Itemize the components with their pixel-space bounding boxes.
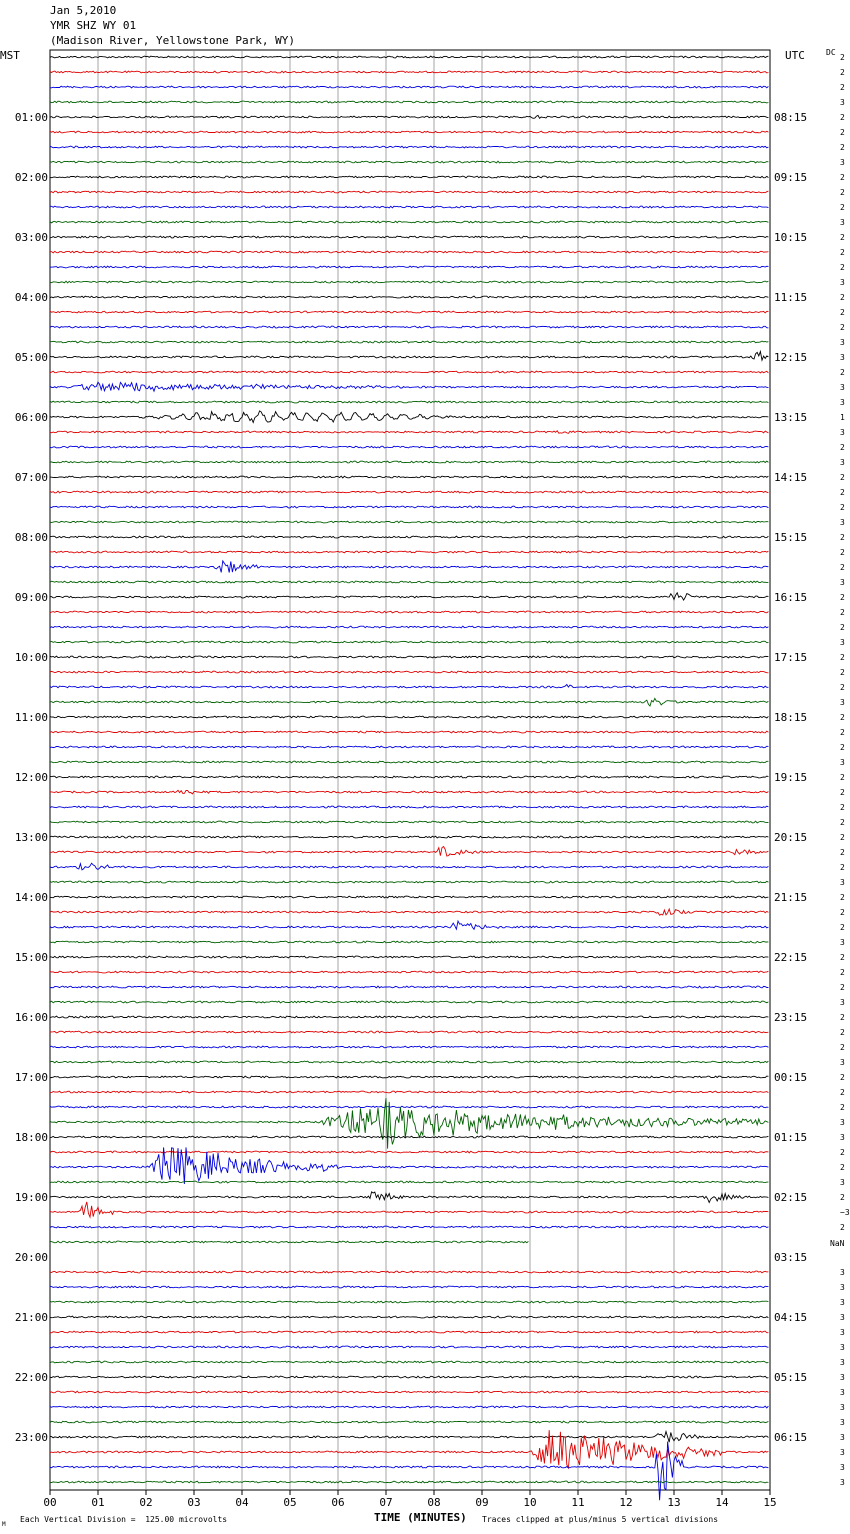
dc-offset-label: 2 <box>840 1013 845 1022</box>
seismic-trace <box>50 446 768 448</box>
seismic-trace <box>50 1271 768 1273</box>
seismic-trace <box>50 266 768 268</box>
dc-offset-label: 3 <box>840 638 845 647</box>
seismic-trace <box>50 776 768 778</box>
seismic-trace <box>50 206 768 208</box>
x-tick-label: 00 <box>43 1496 57 1509</box>
dc-offset-label: 2 <box>840 908 845 917</box>
dc-offset-label: 3 <box>840 98 845 107</box>
x-tick-label: 15 <box>763 1496 777 1509</box>
seismic-trace <box>50 1241 528 1243</box>
left-hour-label: 22:00 <box>14 1371 48 1384</box>
dc-offset-label: 3 <box>840 1403 845 1412</box>
dc-offset-label: 2 <box>840 143 845 152</box>
seismic-trace <box>50 909 768 915</box>
x-tick-label: 12 <box>619 1496 633 1509</box>
dc-offset-label: 2 <box>840 608 845 617</box>
dc-offset-label: 2 <box>840 53 845 62</box>
right-hour-label: 14:15 <box>774 471 808 484</box>
seismic-trace <box>50 1376 768 1378</box>
seismic-trace <box>50 1151 768 1153</box>
dc-offset-label: 2 <box>840 728 845 737</box>
seismic-trace <box>50 311 768 313</box>
dc-offset-label: 2 <box>840 173 845 182</box>
seismic-trace <box>50 176 768 178</box>
seismic-trace <box>50 146 768 148</box>
x-tick-label: 11 <box>571 1496 585 1509</box>
dc-offset-label: 3 <box>840 1448 845 1457</box>
dc-offset-label: 2 <box>840 1028 845 1037</box>
left-hour-label: 06:00 <box>14 411 48 424</box>
date-title: Jan 5,2010 <box>50 4 117 17</box>
dc-offset-label: 2 <box>840 563 845 572</box>
right-hour-label: 10:15 <box>774 231 808 244</box>
seismic-trace <box>50 1136 768 1138</box>
dc-offset-label: 3 <box>840 158 845 167</box>
seismic-trace <box>50 341 768 343</box>
dc-offset-label: 2 <box>840 833 845 842</box>
seismic-trace <box>50 1316 768 1318</box>
seismic-trace <box>50 1421 768 1423</box>
seismic-trace <box>50 896 768 898</box>
seismic-trace <box>50 1432 768 1443</box>
dc-offset-label: 2 <box>840 113 845 122</box>
x-tick-label: 14 <box>715 1496 729 1509</box>
dc-offset-label: 2 <box>840 983 845 992</box>
seismic-trace <box>50 1181 768 1183</box>
dc-offset-label: 3 <box>840 1268 845 1277</box>
seismic-trace <box>50 761 768 763</box>
dc-offset-label: 3 <box>840 278 845 287</box>
dc-offset-label: 2 <box>840 368 845 377</box>
right-hour-label: 19:15 <box>774 771 808 784</box>
seismic-trace <box>50 1031 768 1033</box>
seismic-trace <box>50 941 768 943</box>
seismic-trace <box>50 1098 768 1149</box>
dc-offset-label: 3 <box>840 1388 845 1397</box>
dc-offset-label: 3 <box>840 1313 845 1322</box>
seismic-trace <box>50 1091 768 1093</box>
dc-offset-label: 2 <box>840 1103 845 1112</box>
dc-offset-label: 2 <box>840 773 845 782</box>
seismic-trace <box>50 746 768 748</box>
left-hour-label: 11:00 <box>14 711 48 724</box>
right-hour-label: 16:15 <box>774 591 808 604</box>
x-tick-label: 10 <box>523 1496 537 1509</box>
seismic-trace <box>50 1301 768 1303</box>
seismic-trace <box>50 161 768 163</box>
x-tick-label: 04 <box>235 1496 249 1509</box>
seismic-trace <box>50 221 768 223</box>
x-tick-label: 07 <box>379 1496 393 1509</box>
left-hour-label: 05:00 <box>14 351 48 364</box>
x-tick-label: 06 <box>331 1496 345 1509</box>
right-hour-label: 12:15 <box>774 351 808 364</box>
seismic-trace <box>50 1430 768 1468</box>
dc-offset-label: 2 <box>840 263 845 272</box>
x-tick-label: 08 <box>427 1496 441 1509</box>
dc-offset-label: 2 <box>840 83 845 92</box>
dc-offset-label: 3 <box>840 1373 845 1382</box>
dc-offset-label: 2 <box>840 713 845 722</box>
dc-offset-label: 3 <box>840 338 845 347</box>
x-tick-label: 02 <box>139 1496 153 1509</box>
left-hour-label: 13:00 <box>14 831 48 844</box>
dc-offset-label: 2 <box>840 818 845 827</box>
seismic-trace <box>50 1442 768 1501</box>
dc-offset-label: 2 <box>840 653 845 662</box>
dc-offset-label: 2 <box>840 743 845 752</box>
dc-offset-label: 3 <box>840 1418 845 1427</box>
dc-offset-label: 2 <box>840 188 845 197</box>
seismic-trace <box>50 1016 768 1018</box>
seismic-trace <box>50 986 768 988</box>
right-hour-label: 21:15 <box>774 891 808 904</box>
dc-offset-label: 2 <box>840 1163 845 1172</box>
dc-offset-label: 2 <box>840 293 845 302</box>
station-title: YMR SHZ WY 01 <box>50 19 137 32</box>
clip-note: Traces clipped at plus/minus 5 vertical divisions <box>482 1515 719 1524</box>
left-hour-label: 21:00 <box>14 1311 48 1324</box>
right-hour-label: 17:15 <box>774 651 808 664</box>
dc-offset-label: 3 <box>840 578 845 587</box>
seismic-trace <box>50 506 768 508</box>
seismic-trace <box>50 411 768 423</box>
right-hour-label: 23:15 <box>774 1011 808 1024</box>
dc-offset-label: 2 <box>840 1223 845 1232</box>
seismic-trace <box>50 611 768 613</box>
seismic-trace <box>50 671 768 673</box>
left-timezone-label: MST <box>0 49 20 62</box>
dc-offset-label: 2 <box>840 953 845 962</box>
right-hour-label: 05:15 <box>774 1371 808 1384</box>
seismic-trace <box>50 881 768 883</box>
seismic-trace <box>50 71 768 73</box>
dc-offset-label: 2 <box>840 668 845 677</box>
seismic-trace <box>50 593 768 600</box>
right-hour-label: 18:15 <box>774 711 808 724</box>
seismic-trace <box>50 1286 768 1288</box>
dc-offset-label: 2 <box>840 323 845 332</box>
dc-offset-label: 2 <box>840 788 845 797</box>
dc-offset-label: 1 <box>840 413 845 422</box>
dc-offset-label: 3 <box>840 998 845 1007</box>
right-hour-label: 01:15 <box>774 1131 808 1144</box>
x-tick-label: 13 <box>667 1496 681 1509</box>
nan-label: NaN <box>830 1239 845 1248</box>
dc-offset-label: 2 <box>840 473 845 482</box>
corner-mark: M <box>2 1521 6 1528</box>
dc-offset-label: 3 <box>840 1328 845 1337</box>
seismic-trace <box>50 1391 768 1393</box>
x-tick-label: 09 <box>475 1496 489 1509</box>
dc-offset-label: 3 <box>840 758 845 767</box>
dc-offset-label: 3 <box>840 428 845 437</box>
dc-offset-label: 3 <box>840 1433 845 1442</box>
right-hour-label: 04:15 <box>774 1311 808 1324</box>
right-hour-label: 02:15 <box>774 1191 808 1204</box>
seismic-trace <box>50 581 768 583</box>
left-hour-label: 14:00 <box>14 891 48 904</box>
seismic-trace <box>50 326 768 328</box>
dc-offset-label: 2 <box>840 533 845 542</box>
dc-offset-label: 2 <box>840 443 845 452</box>
seismic-trace <box>50 371 768 373</box>
dc-offset-label: 2 <box>840 503 845 512</box>
seismic-trace <box>50 1076 768 1078</box>
dc-offset-label: 2 <box>840 68 845 77</box>
left-hour-label: 07:00 <box>14 471 48 484</box>
dc-offset-label: 2 <box>840 863 845 872</box>
seismic-trace <box>50 191 768 193</box>
dc-offset-label: 3 <box>840 1343 845 1352</box>
seismic-trace <box>50 1346 768 1348</box>
dc-offset-label: 2 <box>840 683 845 692</box>
seismic-trace <box>50 641 768 643</box>
dc-offset-label: 3 <box>840 1133 845 1142</box>
seismic-trace <box>50 1406 768 1408</box>
dc-offset-label: 3 <box>840 458 845 467</box>
dc-offset-label: 2 <box>840 233 845 242</box>
seismic-trace <box>50 401 768 403</box>
seismic-trace <box>50 921 768 929</box>
dc-offset-label: 2 <box>840 548 845 557</box>
seismic-trace <box>50 863 768 870</box>
dc-offset-label: 3 <box>840 1463 845 1472</box>
right-hour-label: 20:15 <box>774 831 808 844</box>
right-hour-label: 11:15 <box>774 291 808 304</box>
dc-offset-label: 2 <box>840 803 845 812</box>
seismic-trace <box>50 731 768 733</box>
left-hour-label: 17:00 <box>14 1071 48 1084</box>
seismic-trace <box>50 656 768 658</box>
seismic-trace <box>50 86 768 88</box>
dc-offset-label: 3 <box>840 1358 845 1367</box>
seismic-trace <box>50 101 768 103</box>
dc-offset-label: 3 <box>840 1478 845 1487</box>
seismic-trace <box>50 551 768 553</box>
dc-offset-label: 3 <box>840 398 845 407</box>
dc-offset-label: 2 <box>840 1088 845 1097</box>
dc-offset-label: 2 <box>840 308 845 317</box>
seismic-trace <box>50 1147 768 1184</box>
seismic-trace <box>50 431 768 434</box>
right-hour-label: 00:15 <box>774 1071 808 1084</box>
dc-label: DC <box>826 48 836 57</box>
seismic-trace <box>50 476 768 478</box>
seismic-trace <box>50 1361 768 1363</box>
dc-offset-label: 2 <box>840 848 845 857</box>
left-hour-label: 15:00 <box>14 951 48 964</box>
dc-offset-label: 2 <box>840 1073 845 1082</box>
dc-offset-label: 3 <box>840 1283 845 1292</box>
seismic-trace <box>50 1226 768 1228</box>
seismic-trace <box>50 281 768 283</box>
seismic-trace <box>50 821 768 823</box>
left-hour-label: 12:00 <box>14 771 48 784</box>
right-hour-label: 09:15 <box>774 171 808 184</box>
left-hour-label: 10:00 <box>14 651 48 664</box>
seismic-trace <box>50 685 768 688</box>
dc-offset-label: 2 <box>840 893 845 902</box>
location-title: (Madison River, Yellowstone Park, WY) <box>50 34 296 47</box>
seismic-trace <box>50 1061 768 1063</box>
left-hour-label: 23:00 <box>14 1431 48 1444</box>
right-hour-label: 15:15 <box>774 531 808 544</box>
x-tick-label: 03 <box>187 1496 201 1509</box>
dc-offset-label: 3 <box>840 698 845 707</box>
right-hour-label: 13:15 <box>774 411 808 424</box>
right-hour-label: 22:15 <box>774 951 808 964</box>
x-axis-title: TIME (MINUTES) <box>374 1511 467 1524</box>
seismic-trace <box>50 251 768 253</box>
seismic-trace <box>50 698 768 706</box>
dc-offset-label: 2 <box>840 623 845 632</box>
dc-offset-label: 3 <box>840 1298 845 1307</box>
dc-offset-label: 3 <box>840 353 845 362</box>
seismic-trace <box>50 1331 768 1333</box>
seismic-trace <box>50 236 768 238</box>
dc-offset-label: 2 <box>840 488 845 497</box>
left-hour-label: 09:00 <box>14 591 48 604</box>
seismic-trace <box>50 352 768 361</box>
seismic-trace <box>50 561 768 573</box>
dc-offset-label: 2 <box>840 248 845 257</box>
dc-offset-label: 2 <box>840 593 845 602</box>
seismic-trace <box>50 1001 768 1003</box>
left-hour-label: 02:00 <box>14 171 48 184</box>
left-hour-label: 20:00 <box>14 1251 48 1264</box>
seismic-trace <box>50 836 768 838</box>
seismic-trace <box>50 56 768 58</box>
seismic-trace <box>50 1192 768 1203</box>
dc-offset-label: 3 <box>840 383 845 392</box>
seismic-trace <box>50 536 768 538</box>
seismic-trace <box>50 491 768 493</box>
seismic-trace <box>50 847 768 857</box>
dc-offset-label: 2 <box>840 128 845 137</box>
left-hour-label: 04:00 <box>14 291 48 304</box>
scale-note: Each Vertical Division = 125.00 microvolts <box>20 1515 228 1524</box>
seismic-trace <box>50 971 768 973</box>
seismic-trace <box>50 521 768 523</box>
left-hour-label: 03:00 <box>14 231 48 244</box>
dc-offset-label: 2 <box>840 968 845 977</box>
left-hour-label: 18:00 <box>14 1131 48 1144</box>
seismic-trace <box>50 1046 768 1048</box>
left-hour-label: 16:00 <box>14 1011 48 1024</box>
seismic-trace <box>50 1202 768 1217</box>
right-hour-label: 06:15 <box>774 1431 808 1444</box>
dc-offset-label: 2 <box>840 203 845 212</box>
dc-offset-label: 3 <box>840 938 845 947</box>
left-hour-label: 08:00 <box>14 531 48 544</box>
dc-offset-label: 3 <box>840 1058 845 1067</box>
dc-offset-label: 2 <box>840 1193 845 1202</box>
dc-offset-label: 3 <box>840 518 845 527</box>
seismic-trace <box>50 716 768 718</box>
seismic-trace <box>50 461 768 463</box>
seismic-trace <box>50 382 768 391</box>
left-hour-label: 19:00 <box>14 1191 48 1204</box>
dc-offset-label: 3 <box>840 218 845 227</box>
left-hour-label: 01:00 <box>14 111 48 124</box>
dc-offset-label: 2 <box>840 923 845 932</box>
dc-offset-label: 2 <box>840 1148 845 1157</box>
dc-offset-label: 3 <box>840 1178 845 1187</box>
dc-offset-label: −3 <box>840 1208 850 1217</box>
dc-offset-label: 3 <box>840 1118 845 1127</box>
x-tick-label: 01 <box>91 1496 105 1509</box>
right-hour-label: 08:15 <box>774 111 808 124</box>
dc-offset-label: 3 <box>840 878 845 887</box>
right-timezone-label: UTC <box>785 49 805 62</box>
seismic-trace <box>50 626 768 628</box>
seismic-trace <box>50 790 768 794</box>
x-tick-label: 05 <box>283 1496 297 1509</box>
seismic-trace <box>50 1106 768 1108</box>
seismic-trace <box>50 956 768 958</box>
seismic-trace <box>50 296 768 298</box>
seismic-trace <box>50 115 768 118</box>
seismic-trace <box>50 131 768 133</box>
seismic-trace <box>50 806 768 808</box>
dc-offset-label: 2 <box>840 1043 845 1052</box>
right-hour-label: 03:15 <box>774 1251 808 1264</box>
